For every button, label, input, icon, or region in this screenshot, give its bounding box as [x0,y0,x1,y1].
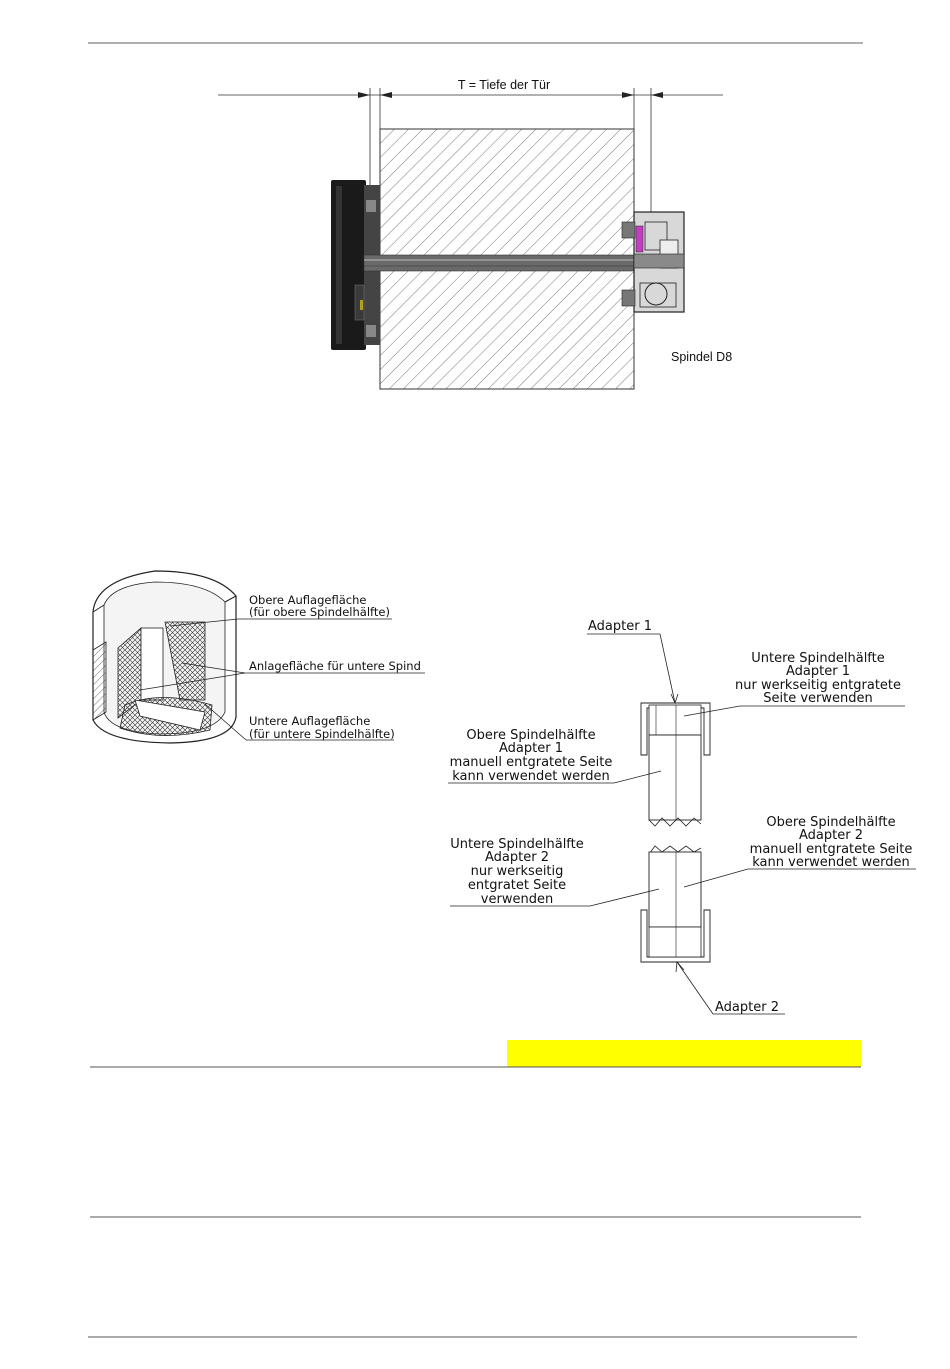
upper-surface-label: Obere Auflagefläche [249,593,367,607]
lower-left-line-5: verwenden [480,892,554,907]
contact-surface-label: Anlagefläche für untere Spind [249,659,421,673]
upper-right-line-3: nur werkseitig entgratete [734,678,902,693]
upper-left-line-3: manuell entgratete Seite [449,755,613,770]
adapter2-label: Adapter 2 [715,1000,779,1015]
upper-right-line-2: Adapter 1 [786,664,850,679]
lower-left-line-4: entgratet Seite [467,878,567,893]
spindle-rod [364,255,636,271]
upper-surface-note: (für obere Spindelhälfte) [249,605,390,619]
lower-right-line-1: Obere Spindelhälfte [766,815,896,830]
upper-left-line-2: Adapter 1 [499,741,563,756]
highlight-bar [507,1040,861,1067]
lower-left-line-3: nur werkseitig [470,864,564,879]
spindle-assembly-figure [448,619,916,1015]
door-section-figure [218,78,732,389]
upper-left-line-4: kann verwendet werden [452,769,610,784]
lower-surface-note: (für untere Spindelhälfte) [249,727,395,741]
spindle-label: Spindel D8 [671,350,733,364]
upper-left-line-1: Obere Spindelhälfte [466,728,596,743]
adapter-cutaway-figure [93,571,425,743]
lower-surface-label: Untere Auflagefläche [249,714,371,728]
upper-right-line-1: Untere Spindelhälfte [751,651,885,666]
lower-right-line-4: kann verwendet werden [752,855,910,870]
door-depth-label: T = Tiefe der Tür [457,78,551,92]
lower-right-line-3: manuell entgratete Seite [749,842,913,857]
upper-spindle-segment [649,735,701,820]
upper-right-line-4: Seite verwenden [763,691,873,706]
lower-left-line-2: Adapter 2 [485,850,549,865]
adapter1-label: Adapter 1 [588,619,652,634]
lower-right-line-2: Adapter 2 [799,828,863,843]
lower-left-line-1: Untere Spindelhälfte [450,837,584,852]
